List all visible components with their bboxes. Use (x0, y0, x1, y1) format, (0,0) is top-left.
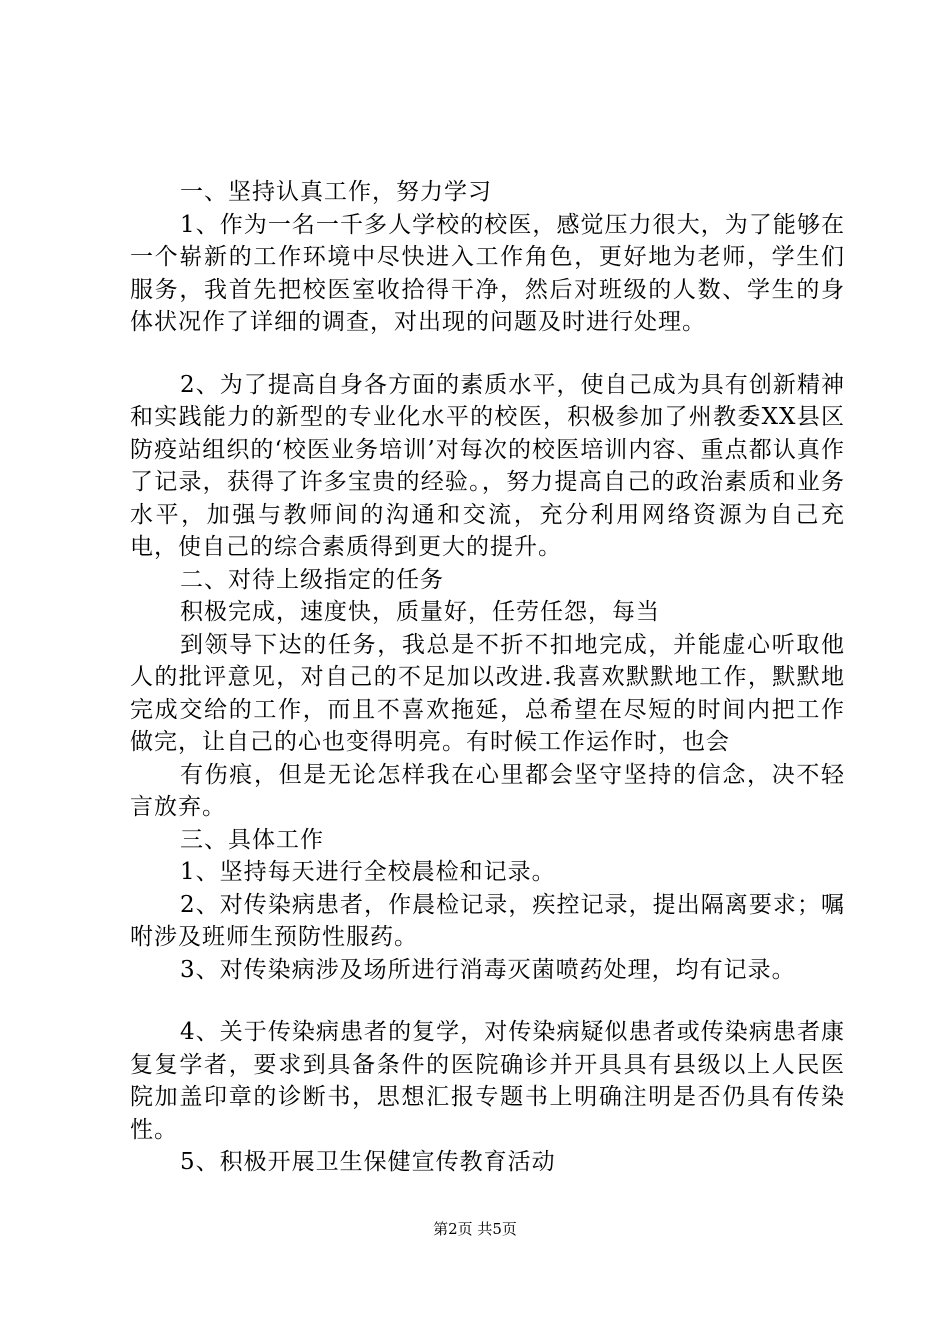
page-footer-indicator: 第2页 共5页 (433, 1220, 517, 1238)
work-item-4: 4、关于传染病患者的复学，对传染病疑似患者或传染病患者康复复学者，要求到具备条件的医院确诊并开具具有县级以上人民医院加盖印章的诊断书，思想汇报专题书上明确注明是否仍具有传染性。 (130, 1019, 845, 1143)
paragraph-item-2: 2、为了提高自身各方面的素质水平，使自己成为具有创新精神和实践能力的新型的专业化水平的校医，积极参加了州教委XX县区防疫站组织的‘校医业务培训’对每次的校医培训内容、重点都认真作了记录，获得了许多宝贵的经验。，努力提高自己的政治素质和业务水平，加强与教师间的沟通和交流，充分利用网络资源为自己充电，使自己的综合素质得到更大的提升。 (130, 371, 845, 560)
work-item-3: 3、对传染病涉及场所进行消毒灭菌喷药处理，均有记录。 (180, 956, 796, 983)
work-item-2: 2、对传染病患者，作晨检记录，疾控记录，提出隔离要求；嘱咐涉及班师生预防性服药。 (130, 891, 845, 950)
section-heading-3: 三、具体工作 (180, 826, 324, 853)
paragraph-task-body: 到领导下达的任务，我总是不折不扣地完成，并能虚心听取他人的批评意见，对自己的不足加以改进.我喜欢默默地工作，默默地完成交给的工作，而且不喜欢拖延，总希望在尽短的时间内把工作做完，让自己的心也变得明亮。有时候工作运作时，也会 (130, 631, 845, 755)
paragraph-task-closing: 有伤痕，但是无论怎样我在心里都会坚守坚持的信念，决不轻言放弃。 (130, 761, 845, 820)
work-item-5: 5、积极开展卫生保健宣传教育活动 (180, 1149, 556, 1175)
document-body (130, 176, 845, 1179)
paragraph-item-1: 1、作为一名一千多人学校的校医，感觉压力很大，为了能够在一个崭新的工作环境中尽快进入工作角色，更好地为老师，学生们服务，我首先把校医室收拾得干净，然后对班级的人数、学生的身体状况作了详细的调查，对出现的问题及时进行处理。 (130, 211, 845, 335)
work-item-1: 1、坚持每天进行全校晨检和记录。 (180, 859, 556, 885)
section-heading-2: 二、对待上级指定的任务 (180, 566, 444, 593)
paragraph-task-intro: 积极完成，速度快，质量好，任劳任怨，每当 (180, 599, 660, 625)
section-heading-1: 一、坚持认真工作，努力学习 (180, 179, 492, 205)
